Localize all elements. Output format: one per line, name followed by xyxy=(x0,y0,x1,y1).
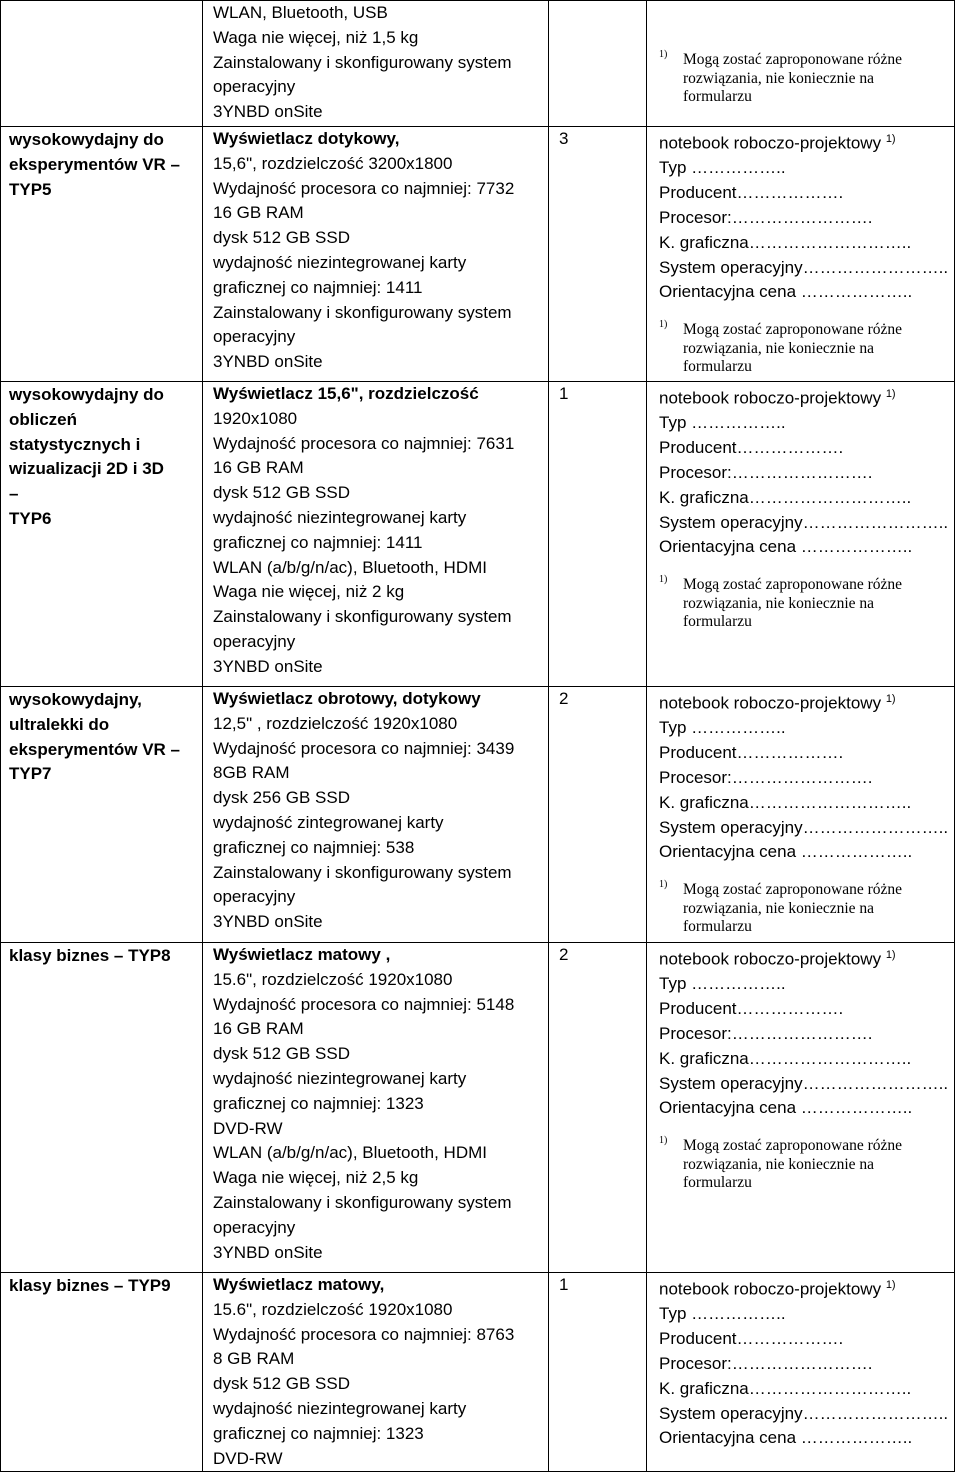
note-marker: 1) xyxy=(659,49,668,60)
category-line: – xyxy=(9,484,19,504)
specification-cell xyxy=(203,687,549,943)
offer-title-marker: 1) xyxy=(885,949,896,961)
specification-cell xyxy=(203,1,549,127)
category-line: klasy biznes – TYP8 xyxy=(9,946,171,965)
spec-line: wydajność niezintegrowanej karty xyxy=(213,252,467,272)
quantity-value: 1 xyxy=(559,1275,569,1294)
offer-note xyxy=(659,1137,954,1193)
category-line: klasy biznes – TYP9 xyxy=(9,1276,171,1295)
category-line: ultralekki do xyxy=(9,714,110,734)
spec-line: 12,5" , rozdzielczość 1920x1080 xyxy=(213,713,458,733)
category-line: eksperymentów VR – xyxy=(9,154,181,174)
offer-field-procesor: Procesor:……………………. xyxy=(659,208,873,228)
spec-line: 3YNBD onSite xyxy=(213,102,323,122)
category-line: wysokowydajny do xyxy=(9,130,164,149)
specification-cell xyxy=(203,1273,549,1472)
quantity-value: 2 xyxy=(559,689,569,708)
category-line: wizualizacji 2D i 3D xyxy=(9,459,164,479)
category-cell xyxy=(1,1,203,127)
spec-line: Wydajność procesora co najmniej: 5148 xyxy=(213,994,515,1014)
spec-line: Wyświetlacz 15,6", rozdzielczość xyxy=(213,384,479,403)
offer-field-system: System operacyjny…………………….. xyxy=(659,1073,949,1093)
spec-line: DVD-RW xyxy=(213,1448,283,1468)
spec-line: 15.6", rozdzielczość 1920x1080 xyxy=(213,1299,453,1319)
offer-field-procesor: Procesor:……………………. xyxy=(659,768,873,788)
category-cell xyxy=(1,1273,203,1472)
note-line: formularzu xyxy=(683,88,752,105)
quantity-cell xyxy=(549,1273,647,1472)
offer-field-producent: Producent………………. xyxy=(659,438,844,458)
note-marker: 1) xyxy=(659,1135,668,1147)
spec-line: 1920x1080 xyxy=(213,408,298,428)
spec-line: Waga nie więcej, niż 2,5 kg xyxy=(213,1168,419,1188)
offer-title-marker: 1) xyxy=(885,1279,896,1291)
spec-line: 3YNBD onSite xyxy=(213,656,323,676)
category-line: statystycznych i xyxy=(9,434,141,454)
note-line: Mogą zostać zaproponowane różne xyxy=(683,51,903,68)
note-line: formularzu xyxy=(683,1174,752,1192)
quantity-value: 2 xyxy=(559,945,569,964)
spec-line: Wyświetlacz obrotowy, dotykowy xyxy=(213,689,481,708)
offer-note xyxy=(659,321,954,377)
spec-line: operacyjny xyxy=(213,887,296,907)
quantity-cell xyxy=(549,127,647,382)
category-line: obliczeń xyxy=(9,409,78,429)
spec-line: graficznej co najmniej: 1411 xyxy=(213,277,423,297)
offer-field-system: System operacyjny…………………….. xyxy=(659,817,949,837)
offer-field-grafika: K. graficzna……………………….. xyxy=(659,792,912,812)
spec-line: Wydajność procesora co najmniej: 7732 xyxy=(213,178,515,198)
spec-line: WLAN, Bluetooth, USB xyxy=(213,3,388,22)
spec-line: 16 GB RAM xyxy=(213,1019,304,1039)
offer-field-typ: Typ …………….. xyxy=(659,974,786,994)
table-row xyxy=(1,1,955,127)
spec-line: wydajność niezintegrowanej karty xyxy=(213,1398,467,1418)
offer-field-system: System operacyjny…………………….. xyxy=(659,512,949,532)
offer-field-procesor: Procesor:……………………. xyxy=(659,1024,873,1044)
offer-field-grafika: K. graficzna……………………….. xyxy=(659,1048,912,1068)
offer-note xyxy=(659,51,954,107)
spec-line: 3YNBD onSite xyxy=(213,352,323,372)
table-row xyxy=(1,127,955,382)
offer-title xyxy=(659,382,954,411)
spec-line: operacyjny xyxy=(213,327,296,347)
spec-line: wydajność zintegrowanej karty xyxy=(213,812,444,832)
offer-title-text: notebook roboczo-projektowy xyxy=(659,388,882,408)
quantity-cell xyxy=(549,943,647,1273)
spec-line: Wyświetlacz dotykowy, xyxy=(213,129,400,148)
offer-field-cena: Orientacyjna cena ……………….. xyxy=(659,282,913,302)
offer-cell xyxy=(647,943,955,1273)
quantity-value: 3 xyxy=(559,129,569,148)
category-line: TYP5 xyxy=(9,179,52,199)
quantity-cell xyxy=(549,382,647,687)
offer-field-producent: Producent………………. xyxy=(659,183,844,203)
offer-note xyxy=(659,576,954,632)
note-line: rozwiązania, nie koniecznie na xyxy=(683,339,875,357)
specification-cell xyxy=(203,382,549,687)
spec-line: Wyświetlacz matowy , xyxy=(213,945,391,964)
offer-title-text: notebook roboczo-projektowy xyxy=(659,693,882,713)
offer-field-producent: Producent………………. xyxy=(659,999,844,1019)
note-line: formularzu xyxy=(683,918,752,936)
note-line: Mogą zostać zaproponowane różne xyxy=(683,1137,903,1155)
spec-line: wydajność niezintegrowanej karty xyxy=(213,507,467,527)
offer-title-text: notebook roboczo-projektowy xyxy=(659,1279,882,1299)
quantity-cell xyxy=(549,1,647,127)
offer-title-marker: 1) xyxy=(885,693,896,705)
offer-cell xyxy=(647,1273,955,1472)
offer-field-system: System operacyjny…………………….. xyxy=(659,257,949,277)
offer-cell xyxy=(647,687,955,943)
spec-line: WLAN (a/b/g/n/ac), Bluetooth, HDMI xyxy=(213,557,487,577)
offer-note-wrap xyxy=(659,881,954,937)
offer-field-producent: Producent………………. xyxy=(659,1329,844,1349)
spec-line: Wydajność procesora co najmniej: 7631 xyxy=(213,433,515,453)
note-line: rozwiązania, nie koniecznie na xyxy=(683,899,875,917)
spec-line: operacyjny xyxy=(213,77,296,97)
spec-line: Waga nie więcej, niż 2 kg xyxy=(213,582,405,602)
spec-line: 15,6", rozdzielczość 3200x1800 xyxy=(213,153,453,173)
offer-field-typ: Typ …………….. xyxy=(659,718,786,738)
offer-field-typ: Typ …………….. xyxy=(659,413,786,433)
spec-line: 16 GB RAM xyxy=(213,203,304,223)
offer-field-system: System operacyjny…………………….. xyxy=(659,1403,949,1423)
spec-line: dysk 256 GB SSD xyxy=(213,788,351,808)
spec-line: operacyjny xyxy=(213,631,296,651)
category-line: TYP6 xyxy=(9,508,52,528)
note-line: formularzu xyxy=(683,613,752,631)
spec-line: Wydajność procesora co najmniej: 8763 xyxy=(213,1324,515,1344)
spec-line: Zainstalowany i skonfigurowany system xyxy=(213,862,512,882)
table-row xyxy=(1,382,955,687)
offer-note-wrap xyxy=(659,1137,954,1193)
spec-line: WLAN (a/b/g/n/ac), Bluetooth, HDMI xyxy=(213,1143,487,1163)
offer-field-cena: Orientacyjna cena ……………….. xyxy=(659,1428,913,1448)
offer-field-typ: Typ …………….. xyxy=(659,1304,786,1324)
spec-line: 16 GB RAM xyxy=(213,458,304,478)
offer-cell xyxy=(647,127,955,382)
spec-line: graficznej co najmniej: 1323 xyxy=(213,1423,424,1443)
note-marker: 1) xyxy=(659,319,668,331)
note-line: Mogą zostać zaproponowane różne xyxy=(683,881,903,899)
spec-line: graficznej co najmniej: 538 xyxy=(213,837,415,857)
category-cell xyxy=(1,687,203,943)
spec-line: 15.6", rozdzielczość 1920x1080 xyxy=(213,969,453,989)
category-line: eksperymentów VR – xyxy=(9,739,181,759)
quantity-cell xyxy=(549,687,647,943)
spec-line: 3YNBD onSite xyxy=(213,912,323,932)
note-line: rozwiązania, nie koniecznie na xyxy=(683,594,875,612)
offer-title xyxy=(659,687,954,716)
spec-line: Zainstalowany i skonfigurowany system xyxy=(213,302,512,322)
spec-line: 3YNBD onSite xyxy=(213,1242,323,1262)
specification-cell xyxy=(203,127,549,382)
note-line: formularzu xyxy=(683,358,752,376)
offer-note-wrap xyxy=(659,51,954,107)
spec-line: Wydajność procesora co najmniej: 3439 xyxy=(213,738,515,758)
offer-title-marker: 1) xyxy=(885,388,896,400)
offer-field-cena: Orientacyjna cena ……………….. xyxy=(659,842,913,862)
offer-field-producent: Producent………………. xyxy=(659,743,844,763)
spec-line: DVD-RW xyxy=(213,1118,283,1138)
offer-title-text: notebook roboczo-projektowy xyxy=(659,133,882,153)
category-cell xyxy=(1,943,203,1273)
spec-line: graficznej co najmniej: 1411 xyxy=(213,532,423,552)
spec-line: Zainstalowany i skonfigurowany system xyxy=(213,52,512,72)
spec-line: dysk 512 GB SSD xyxy=(213,1374,351,1394)
quantity-value: 1 xyxy=(559,384,569,403)
note-marker: 1) xyxy=(659,574,668,586)
offer-title-text: notebook roboczo-projektowy xyxy=(659,949,882,969)
offer-field-grafika: K. graficzna……………………….. xyxy=(659,1378,912,1398)
category-cell xyxy=(1,127,203,382)
spec-line: Zainstalowany i skonfigurowany system xyxy=(213,1192,512,1212)
offer-title-marker: 1) xyxy=(885,133,896,145)
offer-field-cena: Orientacyjna cena ……………….. xyxy=(659,537,913,557)
offer-note xyxy=(659,881,954,937)
spec-table-body xyxy=(1,1,955,1472)
spec-line: dysk 512 GB SSD xyxy=(213,1044,351,1064)
spec-line: Wyświetlacz matowy, xyxy=(213,1275,385,1294)
offer-cell xyxy=(647,1,955,127)
note-marker: 1) xyxy=(659,879,668,891)
offer-field-grafika: K. graficzna……………………….. xyxy=(659,232,912,252)
spec-line: Waga nie więcej, niż 1,5 kg xyxy=(213,27,419,47)
category-line: TYP7 xyxy=(9,764,52,784)
offer-field-grafika: K. graficzna……………………….. xyxy=(659,487,912,507)
spec-line: operacyjny xyxy=(213,1217,296,1237)
spec-line: Zainstalowany i skonfigurowany system xyxy=(213,607,512,627)
spec-line: dysk 512 GB SSD xyxy=(213,228,351,248)
category-line: wysokowydajny do xyxy=(9,385,164,404)
offer-title xyxy=(659,1273,954,1302)
spec-line: 8 GB RAM xyxy=(213,1349,295,1369)
table-row xyxy=(1,687,955,943)
offer-cell xyxy=(647,382,955,687)
specification-cell xyxy=(203,943,549,1273)
offer-field-procesor: Procesor:……………………. xyxy=(659,463,873,483)
table-row xyxy=(1,1273,955,1472)
table-row xyxy=(1,943,955,1273)
offer-note-wrap xyxy=(659,576,954,632)
note-line: rozwiązania, nie koniecznie na xyxy=(683,1155,875,1173)
offer-note-wrap xyxy=(659,321,954,377)
offer-field-typ: Typ …………….. xyxy=(659,158,786,178)
spec-line: 8GB RAM xyxy=(213,763,290,783)
note-line: Mogą zostać zaproponowane różne xyxy=(683,576,903,594)
category-line: wysokowydajny, xyxy=(9,690,142,709)
offer-title xyxy=(659,127,954,156)
spec-line: graficznej co najmniej: 1323 xyxy=(213,1093,424,1113)
note-line: rozwiązania, nie koniecznie na xyxy=(683,69,875,87)
spec-line: wydajność niezintegrowanej karty xyxy=(213,1068,467,1088)
offer-title xyxy=(659,943,954,972)
offer-field-procesor: Procesor:……………………. xyxy=(659,1354,873,1374)
spec-line: dysk 512 GB SSD xyxy=(213,483,351,503)
offer-field-cena: Orientacyjna cena ……………….. xyxy=(659,1098,913,1118)
category-cell xyxy=(1,382,203,687)
note-line: Mogą zostać zaproponowane różne xyxy=(683,321,903,339)
